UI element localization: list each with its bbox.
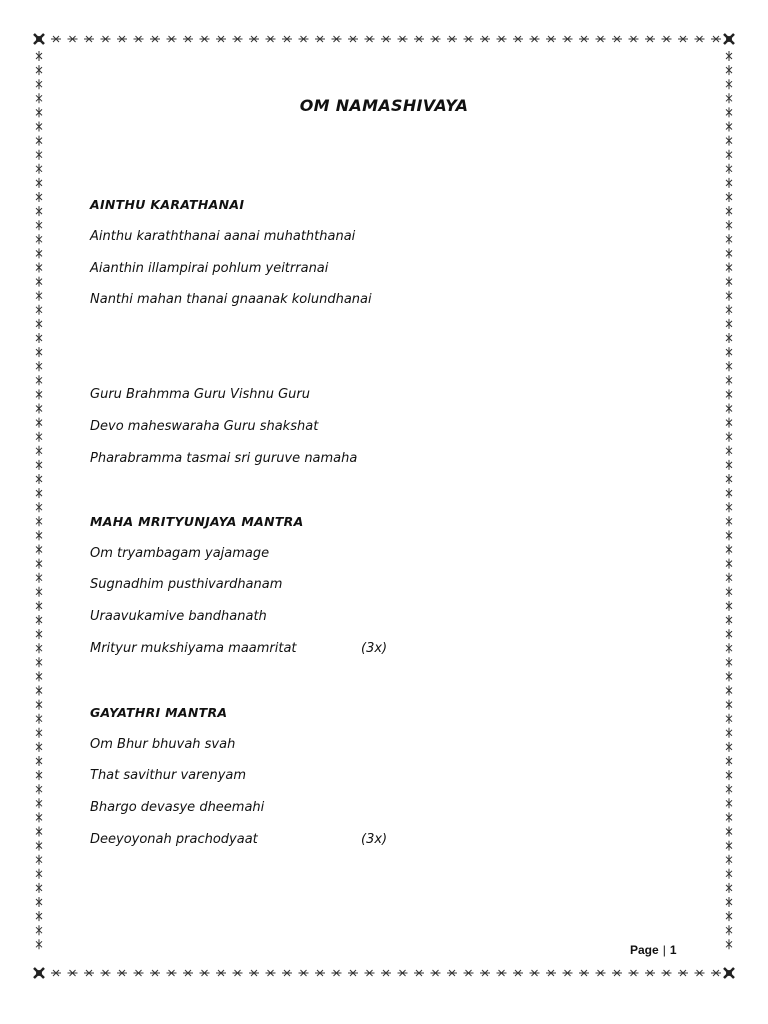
border-ornament	[36, 925, 42, 935]
border-ornament	[36, 855, 42, 865]
border-ornament	[36, 248, 42, 258]
border-ornament	[711, 36, 721, 42]
corner-ornament-bottom-left	[34, 968, 44, 978]
repeat-marker: (3x)	[361, 641, 388, 656]
verse-line: Uraavukamive bandhanath	[90, 609, 267, 624]
border-ornament	[36, 728, 42, 738]
border-ornament	[726, 573, 732, 583]
border-ornament	[629, 970, 639, 976]
border-ornament	[726, 305, 732, 315]
border-ornament	[36, 474, 42, 484]
border-ornament	[726, 178, 732, 188]
border-ornament	[36, 883, 42, 893]
border-ornament	[726, 615, 732, 625]
verse-line: Devo maheswaraha Guru shakshat	[90, 419, 319, 434]
border-ornament	[726, 686, 732, 696]
border-ornament	[726, 136, 732, 146]
verse-line: Guru Brahmma Guru Vishnu Guru	[90, 387, 310, 402]
border-ornament	[36, 361, 42, 371]
border-ornament	[414, 970, 424, 976]
border-ornament	[36, 587, 42, 597]
border-ornament	[464, 36, 474, 42]
border-ornament	[513, 970, 523, 976]
border-ornament	[117, 970, 127, 976]
border-ornament	[36, 756, 42, 766]
border-ornament	[726, 657, 732, 667]
border-ornament	[36, 629, 42, 639]
verse-line: Nanthi mahan thanai gnaanak kolundhanai	[90, 292, 372, 307]
border-ornament	[36, 573, 42, 583]
border-ornament	[726, 629, 732, 639]
border-ornament	[726, 206, 732, 216]
border-ornament	[299, 36, 309, 42]
border-ornament	[36, 530, 42, 540]
border-ornament	[726, 897, 732, 907]
border-ornament	[36, 65, 42, 75]
border-ornament	[216, 36, 226, 42]
verse-line: Mrityur mukshiyama maamritat	[90, 641, 297, 656]
border-ornament	[36, 333, 42, 343]
border-ornament	[332, 970, 342, 976]
border-ornament	[183, 36, 193, 42]
border-ornament	[726, 728, 732, 738]
corner-ornament-bottom-right	[724, 968, 734, 978]
border-ornament	[726, 502, 732, 512]
border-ornament	[726, 404, 732, 414]
border-ornament	[36, 206, 42, 216]
border-ornament	[36, 375, 42, 385]
border-ornament	[365, 970, 375, 976]
border-ornament	[726, 587, 732, 597]
border-ornament	[36, 770, 42, 780]
border-ornament	[726, 559, 732, 569]
border-ornament	[596, 36, 606, 42]
border-ornament	[36, 192, 42, 202]
border-bottom	[51, 970, 721, 976]
border-ornament	[726, 545, 732, 555]
border-ornament	[726, 939, 732, 949]
border-ornament	[249, 970, 259, 976]
border-ornament	[266, 36, 276, 42]
border-ornament	[726, 671, 732, 681]
border-ornament	[530, 36, 540, 42]
border-ornament	[726, 418, 732, 428]
section-heading-gayathri-mantra: GAYATHRI MANTRA	[90, 705, 228, 720]
border-ornament	[36, 671, 42, 681]
border-ornament	[447, 970, 457, 976]
border-ornament	[695, 36, 705, 42]
border-ornament	[726, 192, 732, 202]
border-ornament	[315, 970, 325, 976]
border-ornament	[249, 36, 259, 42]
border-ornament	[84, 36, 94, 42]
page-separator: |	[662, 943, 666, 957]
border-ornament	[726, 79, 732, 89]
border-ornament	[36, 79, 42, 89]
border-ornament	[480, 36, 490, 42]
border-ornament	[36, 869, 42, 879]
border-ornament	[678, 970, 688, 976]
border-ornament	[726, 855, 732, 865]
border-ornament	[563, 970, 573, 976]
border-ornament	[134, 36, 144, 42]
border-ornament	[381, 36, 391, 42]
border-ornament	[36, 897, 42, 907]
verse-line: Sugnadhim pusthivardhanam	[90, 577, 283, 592]
border-ornament	[726, 164, 732, 174]
border-ornament	[726, 277, 732, 287]
border-ornament	[726, 220, 732, 230]
border-ornament	[36, 516, 42, 526]
border-ornament	[447, 36, 457, 42]
border-ornament	[726, 643, 732, 653]
border-ornament	[36, 686, 42, 696]
border-ornament	[36, 615, 42, 625]
verse-line: Aianthin illampirai pohlum yeitrranai	[90, 261, 329, 276]
border-ornament	[36, 305, 42, 315]
border-ornament	[332, 36, 342, 42]
border-ornament	[36, 657, 42, 667]
border-ornament	[726, 361, 732, 371]
border-ornament	[546, 970, 556, 976]
border-ornament	[662, 970, 672, 976]
border-ornament	[596, 970, 606, 976]
border-ornament	[726, 700, 732, 710]
border-ornament	[51, 36, 61, 42]
border-ornament	[36, 714, 42, 724]
border-ornament	[579, 36, 589, 42]
border-ornament	[726, 460, 732, 470]
border-ornament	[167, 36, 177, 42]
border-ornament	[84, 970, 94, 976]
border-ornament	[117, 36, 127, 42]
border-ornament	[645, 970, 655, 976]
border-ornament	[726, 827, 732, 837]
border-ornament	[36, 502, 42, 512]
border-ornament	[612, 970, 622, 976]
border-ornament	[36, 601, 42, 611]
border-ornament	[200, 970, 210, 976]
border-ornament	[365, 36, 375, 42]
border-ornament	[36, 347, 42, 357]
border-ornament	[36, 798, 42, 808]
corner-ornament-top-left	[34, 34, 44, 44]
border-ornament	[726, 770, 732, 780]
border-ornament	[36, 939, 42, 949]
border-ornament	[726, 375, 732, 385]
page-title: OM NAMASHIVAYA	[299, 96, 469, 115]
verse-line: Bhargo devasye dheemahi	[90, 800, 265, 815]
border-ornament	[282, 970, 292, 976]
border-ornament	[726, 488, 732, 498]
border-ornament	[36, 404, 42, 414]
border-ornament	[612, 36, 622, 42]
border-ornament	[36, 263, 42, 273]
border-ornament	[530, 970, 540, 976]
verse-line: That savithur varenyam	[90, 768, 247, 783]
border-ornament	[726, 756, 732, 766]
border-ornament	[36, 291, 42, 301]
border-ornament	[36, 51, 42, 61]
border-ornament	[497, 970, 507, 976]
border-ornament	[431, 36, 441, 42]
border-ornament	[68, 36, 78, 42]
border-ornament	[183, 970, 193, 976]
border-ornament	[662, 36, 672, 42]
border-ornament	[36, 559, 42, 569]
border-ornament	[134, 970, 144, 976]
border-ornament	[266, 970, 276, 976]
border-ornament	[678, 36, 688, 42]
border-ornament	[36, 700, 42, 710]
border-ornament	[563, 36, 573, 42]
border-ornament	[216, 970, 226, 976]
border-ornament	[167, 970, 177, 976]
border-ornament	[36, 178, 42, 188]
border-top	[51, 36, 721, 42]
border-ornament	[726, 150, 732, 160]
border-ornament	[726, 841, 732, 851]
corner-ornament-top-right	[724, 34, 734, 44]
border-ornament	[726, 263, 732, 273]
border-ornament	[36, 220, 42, 230]
border-ornament	[150, 970, 160, 976]
border-ornament	[348, 36, 358, 42]
border-ornament	[726, 234, 732, 244]
verse-line: Om tryambagam yajamage	[90, 546, 270, 561]
border-ornament	[726, 883, 732, 893]
border-ornament	[726, 446, 732, 456]
border-ornament	[726, 65, 732, 75]
page-footer	[630, 943, 677, 957]
border-ornament	[431, 970, 441, 976]
border-ornament	[36, 122, 42, 132]
border-right	[726, 51, 732, 949]
border-ornament	[36, 432, 42, 442]
border-ornament	[36, 460, 42, 470]
border-ornament	[150, 36, 160, 42]
border-ornament	[315, 36, 325, 42]
border-ornament	[726, 319, 732, 329]
border-ornament	[726, 432, 732, 442]
border-ornament	[36, 389, 42, 399]
border-ornament	[726, 389, 732, 399]
border-ornament	[513, 36, 523, 42]
border-ornament	[381, 970, 391, 976]
border-ornament	[726, 784, 732, 794]
border-ornament	[36, 150, 42, 160]
border-ornament	[36, 841, 42, 851]
border-ornament	[200, 36, 210, 42]
border-ornament	[36, 488, 42, 498]
repeat-marker: (3x)	[361, 832, 388, 847]
border-ornament	[414, 36, 424, 42]
border-ornament	[36, 234, 42, 244]
border-ornament	[726, 248, 732, 258]
border-ornament	[36, 446, 42, 456]
border-ornament	[282, 36, 292, 42]
border-ornament	[36, 277, 42, 287]
border-ornament	[726, 812, 732, 822]
border-ornament	[726, 798, 732, 808]
border-ornament	[711, 970, 721, 976]
border-ornament	[101, 970, 111, 976]
border-ornament	[51, 970, 61, 976]
verse-line: Ainthu karaththanai aanai muhaththanai	[90, 229, 356, 244]
border-ornament	[726, 869, 732, 879]
border-ornament	[36, 136, 42, 146]
border-ornament	[464, 970, 474, 976]
border-ornament	[726, 516, 732, 526]
border-ornament	[726, 714, 732, 724]
border-ornament	[480, 970, 490, 976]
border-ornament	[36, 418, 42, 428]
section-heading-ainthu-karathanai: AINTHU KARATHANAI	[90, 197, 245, 212]
border-ornament	[726, 291, 732, 301]
border-ornament	[36, 164, 42, 174]
border-ornament	[299, 970, 309, 976]
border-ornament	[36, 911, 42, 921]
border-ornament	[726, 925, 732, 935]
border-ornament	[348, 970, 358, 976]
verse-line: Om Bhur bhuvah svah	[90, 737, 236, 752]
border-ornament	[36, 545, 42, 555]
verse-line: Pharabramma tasmai sri guruve namaha	[90, 451, 358, 466]
border-left	[36, 51, 42, 949]
border-ornament	[36, 319, 42, 329]
border-ornament	[726, 333, 732, 343]
border-ornament	[233, 36, 243, 42]
border-ornament	[695, 970, 705, 976]
border-ornament	[36, 643, 42, 653]
border-ornament	[398, 970, 408, 976]
border-ornament	[36, 812, 42, 822]
border-ornament	[36, 784, 42, 794]
border-ornament	[726, 601, 732, 611]
border-ornament	[726, 51, 732, 61]
border-ornament	[726, 347, 732, 357]
border-ornament	[68, 970, 78, 976]
border-ornament	[497, 36, 507, 42]
border-ornament	[726, 530, 732, 540]
border-ornament	[726, 742, 732, 752]
verse-line: Deeyoyonah prachodyaat	[90, 832, 258, 847]
border-ornament	[398, 36, 408, 42]
page-label: Page	[630, 943, 659, 957]
border-ornament	[629, 36, 639, 42]
section-heading-maha-mrityunjaya-mantra: MAHA MRITYUNJAYA MANTRA	[90, 514, 304, 529]
border-ornament	[726, 911, 732, 921]
border-ornament	[36, 827, 42, 837]
border-ornament	[233, 970, 243, 976]
border-ornament	[726, 474, 732, 484]
border-ornament	[546, 36, 556, 42]
border-ornament	[726, 122, 732, 132]
border-ornament	[645, 36, 655, 42]
border-ornament	[101, 36, 111, 42]
page-number: 1	[669, 943, 677, 957]
border-ornament	[36, 742, 42, 752]
border-ornament	[579, 970, 589, 976]
